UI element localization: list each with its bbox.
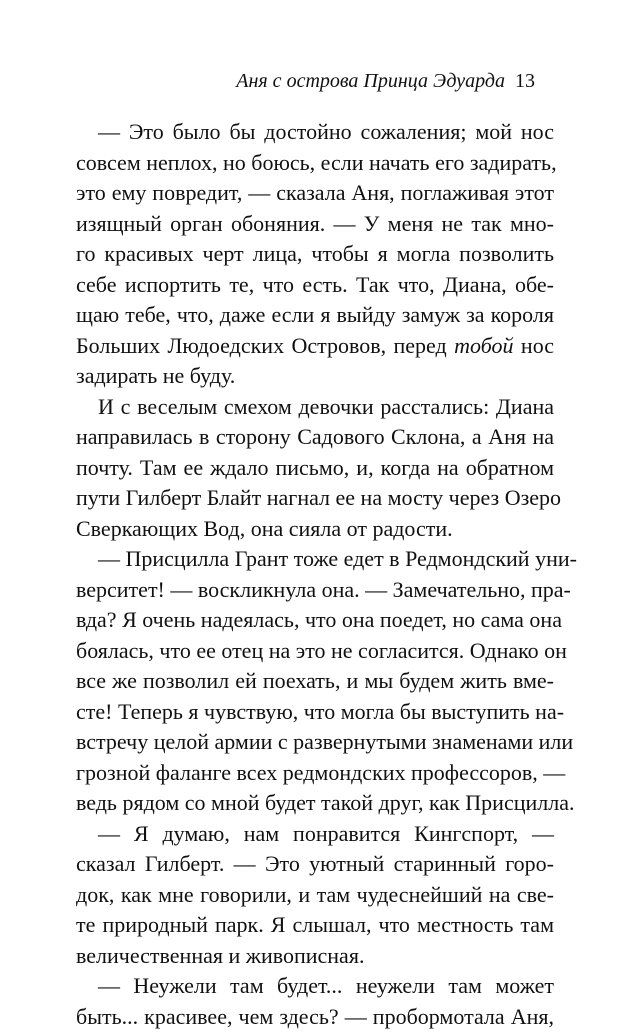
text-line: те природный парк. Я слышал, что местность там (76, 910, 554, 941)
text-line: грозной фаланге всех редмондских профессоров, — (76, 758, 554, 789)
text-line: док, как мне говорили, и там чудеснейший на све- (76, 880, 554, 911)
text-line: сте! Теперь я чувствую, что могла бы выступить на- (76, 697, 554, 728)
text-segment: Больших Людоедских Островов, перед (76, 333, 454, 358)
text-line: изящный орган обоняния. — У меня не так мно- (76, 209, 554, 240)
text-line (76, 331, 554, 362)
text-line: щаю тебе, что, даже если я выйду замуж за короля (76, 300, 554, 331)
text-line: быть... красивее, чем здесь? — пробормотала Аня, (76, 1002, 554, 1032)
text-line: И с веселым смехом девочки расстались: Диана (76, 392, 554, 423)
text-line: себе испортить те, что есть. Так что, Диана, обе- (76, 270, 554, 301)
emphasis: тобой (454, 333, 513, 358)
text-line: верситет! — воскликнула она. — Замечательно, пра- (76, 575, 554, 606)
text-line: — Это было бы достойно сожаления; мой нос (76, 117, 554, 148)
text-line: все же позволил ей поехать, и мы будем жить вме- (76, 666, 554, 697)
running-head-title: Аня с острова Принца Эдуарда (236, 70, 505, 92)
text-line: го красивых черт лица, чтобы я могла позволить (76, 239, 554, 270)
text-line: почту. Там ее ждало письмо, и, когда на обратном (76, 453, 554, 484)
running-head (236, 68, 535, 94)
text-line: — Присцилла Грант тоже едет в Редмондский уни- (76, 544, 554, 575)
text-line: это ему повредит, — сказала Аня, поглаживая этот (76, 178, 554, 209)
text-line: вда? Я очень надеялась, что она поедет, но сама она (76, 605, 554, 636)
text-line: боялась, что ее отец на это не согласится. Однако он (76, 636, 554, 667)
text-line: величественная и живописная. (76, 941, 554, 972)
text-line: сказал Гилберт. — Это уютный старинный горо- (76, 849, 554, 880)
page-number: 13 (515, 70, 535, 92)
text-line: задирать не буду. (76, 361, 554, 392)
body-text (76, 117, 554, 1032)
text-line: совсем неплох, но боюсь, если начать его задирать, (76, 148, 554, 179)
text-line: встречу целой армии с развернутыми знаменами или (76, 727, 554, 758)
text-segment: нос (514, 333, 555, 358)
text-line: ведь рядом со мной будет такой друг, как Присцилла. (76, 788, 554, 819)
text-line: направилась в сторону Садового Склона, а Аня на (76, 422, 554, 453)
text-line: — Я думаю, нам понравится Кингспорт, — (76, 819, 554, 850)
text-line: пути Гилберт Блайт нагнал ее на мосту через Озеро (76, 483, 554, 514)
text-line: Сверкающих Вод, она сияла от радости. (76, 514, 554, 545)
text-line: — Неужели там будет... неужели там может (76, 971, 554, 1002)
